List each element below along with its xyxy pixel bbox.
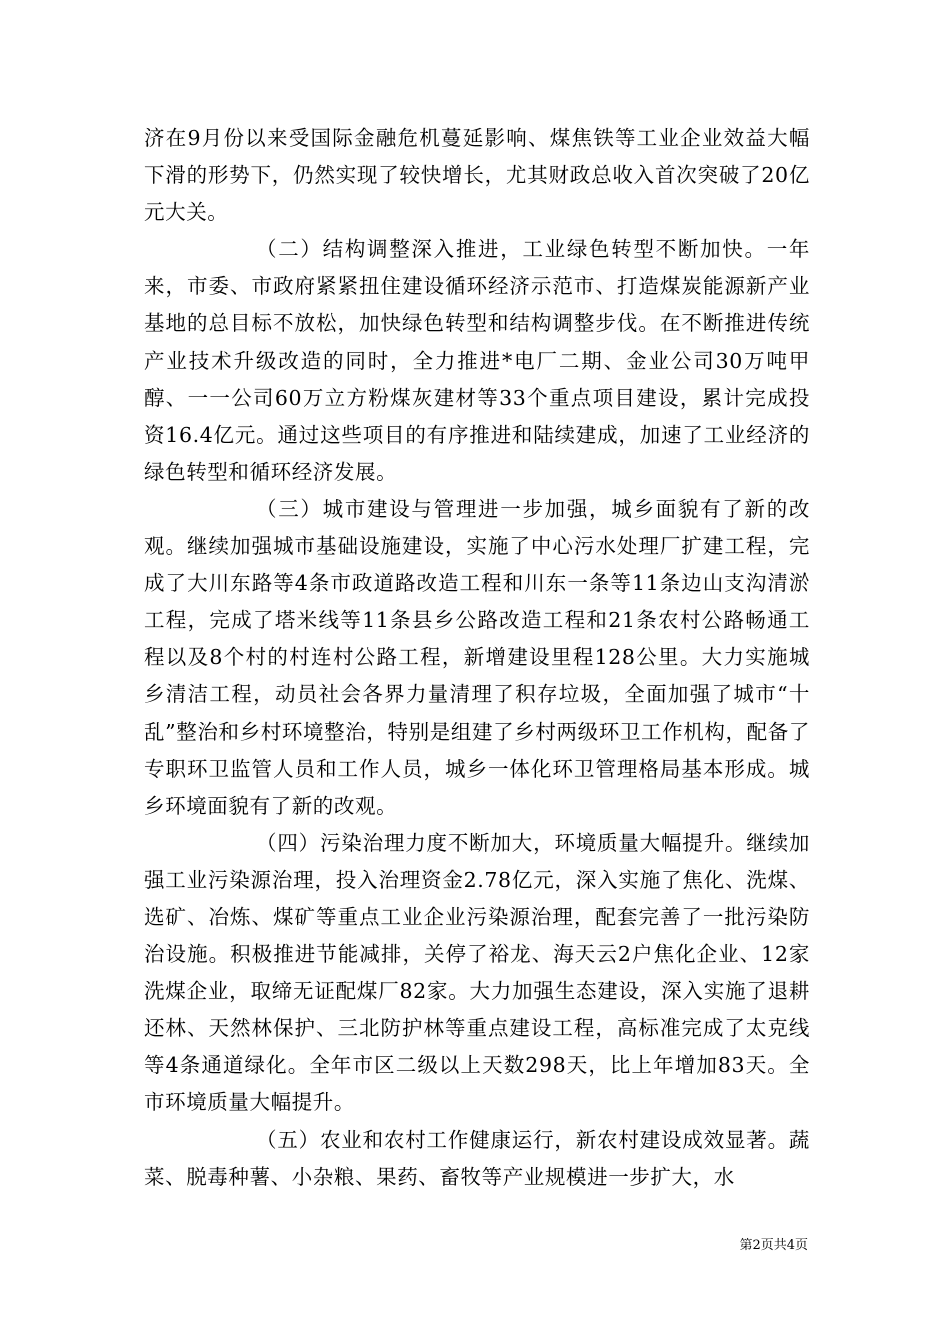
paragraph-section-4: （四）污染治理力度不断加大，环境质量大幅提升。继续加强工业污染源治理，投入治理资金2.78亿元，深入实施了焦化、洗煤、选矿、冶炼、煤矿等重点工业企业污染源治理，配套完善了一批污染防治设施。积极推进节能减排，关停了裕龙、海天云2户焦化企业、12家洗煤企业，取缔无证配煤厂82家。大力加强生态建设，深入实施了退耕还林、天然林保护、三北防护林等重点建设工程，高标准完成了太克线等4条通道绿化。全年市区二级以上天数298天，比上年增加83天。全市环境质量大幅提升。 [144,830,810,1115]
paragraph-continuation: 济在9月份以来受国际金融危机蔓延影响、煤焦铁等工业企业效益大幅下滑的形势下，仍然实现了较快增长，尤其财政总收入首次突破了20亿元大关。 [144,126,810,225]
page-number: 第2页共4页 [739,1238,808,1253]
paragraph-section-5: （五）农业和农村工作健康运行，新农村建设成效显著。蔬菜、脱毒种薯、小杂粮、果药、畜牧等产业规模进一步扩大，水 [144,1127,810,1189]
paragraph-section-3: （三）城市建设与管理进一步加强，城乡面貌有了新的改观。继续加强城市基础设施建设，实施了中心污水处理厂扩建工程，完成了大川东路等4条市政道路改造工程和川东一条等11条边山支沟清淤工程，完成了塔米线等11条县乡公路改造工程和21条农村公路畅通工程以及8个村的村连村公路工程，新增建设里程128公里。大力实施城乡清洁工程，动员社会各界力量清理了积存垃圾，全面加强了城市“十乱”整治和乡村环境整治，特别是组建了乡村两级环卫工作机构，配备了专职环卫监管人员和工作人员，城乡一体化环卫管理格局基本形成。城乡环境面貌有了新的改观。 [144,496,810,818]
paragraph-section-2: （二）结构调整深入推进，工业绿色转型不断加快。一年来，市委、市政府紧紧扭住建设循环经济示范市、打造煤炭能源新产业基地的总目标不放松，加快绿色转型和结构调整步伐。在不断推进传统产业技术升级改造的同时，全力推进*电厂二期、金业公司30万吨甲醇、一一公司60万立方粉煤灰建材等33个重点项目建设，累计完成投资16.4亿元。通过这些项目的有序推进和陆续建成，加速了工业经济的绿色转型和循环经济发展。 [144,237,810,484]
document-body [144,120,810,1196]
